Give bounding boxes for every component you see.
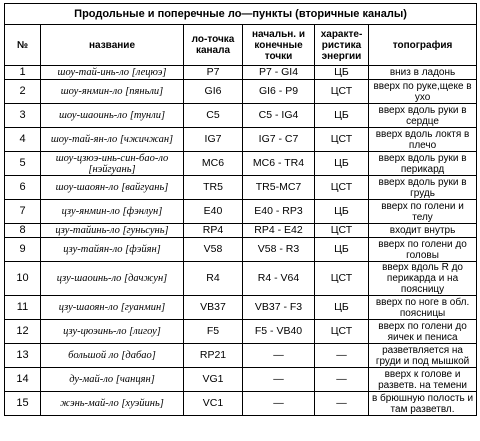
- row-num: 12: [5, 320, 41, 344]
- table-row: [5, 104, 477, 128]
- row-lo-point: E40: [184, 200, 243, 224]
- header-energy: характе-ристика энергии: [315, 25, 369, 66]
- table-row: [5, 176, 477, 200]
- row-lo-point: F5: [184, 320, 243, 344]
- row-lo-point: R4: [184, 262, 243, 296]
- row-num: 9: [5, 238, 41, 262]
- table-row: [5, 200, 477, 224]
- row-lo-point: RP4: [184, 224, 243, 238]
- row-start-end: MC6 - TR4: [243, 152, 315, 176]
- row-name: шоу-шаоинь-ло [тунли]: [41, 104, 184, 128]
- row-name: ду-май-ло [чанцян]: [41, 368, 184, 392]
- row-start-end: R4 - V64: [243, 262, 315, 296]
- row-energy: ЦСТ: [315, 128, 369, 152]
- row-topography: вверх вдоль руки в сердце: [369, 104, 477, 128]
- row-start-end: TR5-MC7: [243, 176, 315, 200]
- table-row: [5, 344, 477, 368]
- row-topography: в брюшную полость и там разветвл.: [369, 392, 477, 416]
- row-topography: вверх вдоль локтя в плечо: [369, 128, 477, 152]
- lo-points-table: [4, 3, 477, 416]
- row-num: 13: [5, 344, 41, 368]
- row-name: шоу-тай-инь-ло [лецюэ]: [41, 66, 184, 80]
- row-num: 4: [5, 128, 41, 152]
- row-energy: ЦБ: [315, 238, 369, 262]
- row-lo-point: MC6: [184, 152, 243, 176]
- row-name: цзу-цюэинь-ло [лигоу]: [41, 320, 184, 344]
- header-start-end: начальн. и конечные точки: [243, 25, 315, 66]
- table-row: [5, 238, 477, 262]
- row-energy: ЦСТ: [315, 320, 369, 344]
- row-start-end: VB37 - F3: [243, 296, 315, 320]
- row-topography: вверх по голени и телу: [369, 200, 477, 224]
- row-name: цзу-шаоян-ло [гуанмин]: [41, 296, 184, 320]
- table-row: [5, 152, 477, 176]
- row-num: 1: [5, 66, 41, 80]
- row-topography: вверх по ноге в обл. поясницы: [369, 296, 477, 320]
- table-title: Продольные и поперечные ло—пункты (вторичные каналы): [5, 4, 477, 25]
- row-start-end: IG7 - C7: [243, 128, 315, 152]
- row-energy: —: [315, 344, 369, 368]
- row-num: 10: [5, 262, 41, 296]
- row-energy: ЦСТ: [315, 80, 369, 104]
- row-topography: вверх вдоль руки в грудь: [369, 176, 477, 200]
- row-lo-point: VG1: [184, 368, 243, 392]
- row-topography: вверх вдоль руки в перикард: [369, 152, 477, 176]
- row-lo-point: V58: [184, 238, 243, 262]
- row-energy: ЦБ: [315, 200, 369, 224]
- row-lo-point: GI6: [184, 80, 243, 104]
- row-num: 15: [5, 392, 41, 416]
- table-row: [5, 368, 477, 392]
- row-name: цзу-тайинь-ло [гуньсунь]: [41, 224, 184, 238]
- table-row: [5, 320, 477, 344]
- row-start-end: GI6 - P9: [243, 80, 315, 104]
- row-energy: —: [315, 392, 369, 416]
- row-name: шоу-шаоян-ло [вайгуань]: [41, 176, 184, 200]
- header-num: №: [5, 25, 41, 66]
- row-energy: ЦСТ: [315, 224, 369, 238]
- row-topography: вверх по руке,щеке в ухо: [369, 80, 477, 104]
- row-num: 7: [5, 200, 41, 224]
- header-name: название: [41, 25, 184, 66]
- row-topography: вверх по голени до головы: [369, 238, 477, 262]
- row-topography: разветвляется на груди и под мышкой: [369, 344, 477, 368]
- row-start-end: P7 - GI4: [243, 66, 315, 80]
- row-start-end: C5 - IG4: [243, 104, 315, 128]
- table-row: [5, 262, 477, 296]
- row-start-end: —: [243, 344, 315, 368]
- row-energy: ЦСТ: [315, 262, 369, 296]
- table-row: [5, 224, 477, 238]
- row-start-end: F5 - VB40: [243, 320, 315, 344]
- row-start-end: —: [243, 368, 315, 392]
- row-name: цзу-янмин-ло [фэнлун]: [41, 200, 184, 224]
- row-name: цзу-тайян-ло [фэйян]: [41, 238, 184, 262]
- row-topography: вверх вдоль R до перикарда и на поясницу: [369, 262, 477, 296]
- row-topography: вверх к голове и разветв. на темени: [369, 368, 477, 392]
- row-energy: ЦБ: [315, 66, 369, 80]
- header-lo-point: ло-точка канала: [184, 25, 243, 66]
- row-topography: входит внутрь: [369, 224, 477, 238]
- row-topography: вверх по голени до яичек и пениса: [369, 320, 477, 344]
- row-lo-point: C5: [184, 104, 243, 128]
- row-num: 3: [5, 104, 41, 128]
- row-energy: —: [315, 368, 369, 392]
- row-energy: ЦСТ: [315, 176, 369, 200]
- table-row: [5, 128, 477, 152]
- row-start-end: RP4 - E42: [243, 224, 315, 238]
- row-lo-point: VB37: [184, 296, 243, 320]
- row-lo-point: RP21: [184, 344, 243, 368]
- row-lo-point: P7: [184, 66, 243, 80]
- table-row: [5, 392, 477, 416]
- row-energy: ЦБ: [315, 152, 369, 176]
- row-num: 6: [5, 176, 41, 200]
- row-name: большой ло [дабао]: [41, 344, 184, 368]
- header-topography: топография: [369, 25, 477, 66]
- row-lo-point: VC1: [184, 392, 243, 416]
- row-energy: ЦБ: [315, 104, 369, 128]
- row-name: шоу-тай-ян-ло [чжичжан]: [41, 128, 184, 152]
- row-name: жэнь-май-ло [хуэйинь]: [41, 392, 184, 416]
- lo-points-table-container: [4, 3, 476, 416]
- row-num: 8: [5, 224, 41, 238]
- row-num: 11: [5, 296, 41, 320]
- table-row: [5, 66, 477, 80]
- row-num: 5: [5, 152, 41, 176]
- row-start-end: —: [243, 392, 315, 416]
- table-row: [5, 296, 477, 320]
- row-lo-point: TR5: [184, 176, 243, 200]
- row-topography: вниз в ладонь: [369, 66, 477, 80]
- header-row: [5, 25, 477, 66]
- row-num: 2: [5, 80, 41, 104]
- row-num: 14: [5, 368, 41, 392]
- table-row: [5, 80, 477, 104]
- row-energy: ЦБ: [315, 296, 369, 320]
- row-start-end: V58 - R3: [243, 238, 315, 262]
- row-name: цзу-шаоинь-ло [дачжун]: [41, 262, 184, 296]
- row-lo-point: IG7: [184, 128, 243, 152]
- row-start-end: E40 - RP3: [243, 200, 315, 224]
- row-name: шоу-янмин-ло [пяньли]: [41, 80, 184, 104]
- table-body: [5, 66, 477, 416]
- row-name: шоу-цзюэ-инь-син-бао-ло [нэйгуань]: [41, 152, 184, 176]
